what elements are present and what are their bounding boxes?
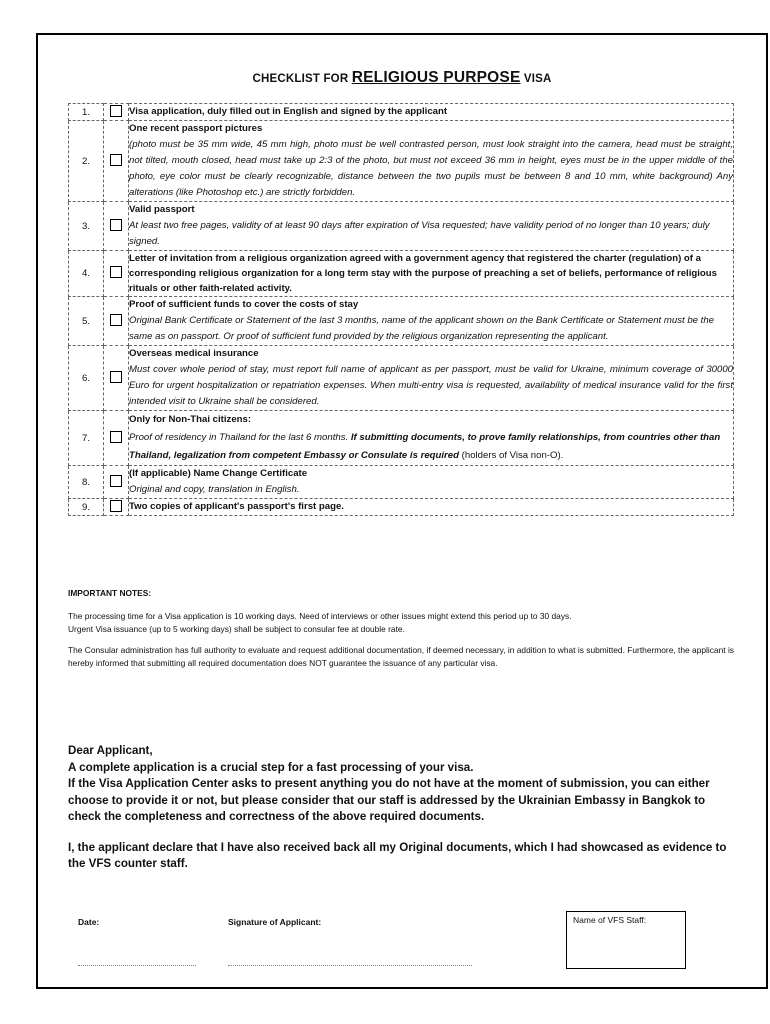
- item-title: Visa application, duly filled out in English and signed by the applicant: [129, 106, 448, 117]
- item-detail: Original and copy, translation in English.: [129, 484, 300, 495]
- vfs-staff-box[interactable]: [566, 911, 686, 969]
- page-title: [38, 69, 766, 87]
- applicant-letter: [68, 743, 736, 873]
- item-title: Valid passport: [129, 204, 195, 215]
- checkbox[interactable]: [110, 154, 122, 166]
- item-title: (If applicable) Name Change Certificate: [129, 468, 308, 479]
- item-number: 3.: [69, 202, 104, 251]
- checklist-row-7: [69, 411, 734, 466]
- checkbox[interactable]: [110, 314, 122, 326]
- letter-greeting: Dear Applicant,: [68, 744, 153, 757]
- checklist-row-3: [69, 202, 734, 251]
- notes-processing-time: The processing time for a Visa application is 10 working days. Need of interviews or other issues might extend this period up to 30 days.: [68, 611, 572, 621]
- checklist-row-5: [69, 297, 734, 346]
- item-number: 8.: [69, 466, 104, 499]
- item-number: 5.: [69, 297, 104, 346]
- checkbox[interactable]: [110, 266, 122, 278]
- checklist-page: [36, 33, 768, 989]
- checkbox[interactable]: [110, 431, 122, 443]
- letter-line-2: If the Visa Application Center asks to present anything you do not have at the moment of submission, you can either choose to provide it or not, but please consider that our staff is addressed by the Ukrainian Embassy in Bangkok to check the completeness and correctness of the above required documents.: [68, 777, 710, 823]
- item-detail: Original Bank Certificate or Statement of the last 3 months, name of the applicant shown on the Bank Certificate or Statement must be the same as on passport. Or proof of sufficient fund provided by the religious organization representing the applicant.: [129, 315, 714, 342]
- item-number: 7.: [69, 411, 104, 466]
- item-number: 4.: [69, 251, 104, 297]
- letter-declaration: I, the applicant declare that I have also received back all my Original documents, which I had showcased as evidence to the VFS counter staff.: [68, 840, 727, 870]
- item-number: 6.: [69, 346, 104, 411]
- item-title: Overseas medical insurance: [129, 348, 259, 359]
- vfs-staff-label: Name of VFS Staff:: [573, 915, 647, 925]
- title-prefix: CHECKLIST FOR: [252, 73, 352, 85]
- notes-urgent-issuance: Urgent Visa issuance (up to 5 working days) shall be subject to consular fee at double rate.: [68, 624, 405, 634]
- item-title: Proof of sufficient funds to cover the costs of stay: [129, 299, 359, 310]
- checkbox[interactable]: [110, 371, 122, 383]
- item-detail: Proof of residency in Thailand for the last 6 months.: [129, 432, 351, 443]
- notes-consular-authority: The Consular administration has full authority to evaluate and request additional documentation, if deemed necessary, in addition to what is submitted. Furthermore, the applicant is hereby informed that submitting all required documentation does NOT guarantee the issuance of any particular visa.: [68, 645, 734, 668]
- item-detail: (photo must be 35 mm wide, 45 mm high, photo must be well contrasted person, must look straight into the camera, head must be straight, not tilted, mouth closed, head must take up 2:3 of the photo, but must not exceed 36 mm in height, eyes must be in the upper middle of the photo, eye color must be clearly recognizable, distance between the two pupils must be between 8 and 10 mm, white background) Any alterations (like Photoshop etc.) are strictly forbidden.: [129, 139, 733, 198]
- checklist-row-4: [69, 251, 734, 297]
- date-line[interactable]: [78, 965, 196, 966]
- checkbox[interactable]: [110, 500, 122, 512]
- item-detail-emphasis: If submitting documents, to prove family relationships, from countries other than Thailand, legalization from competent Embassy or Consulate is required: [129, 432, 721, 461]
- item-number: 2.: [69, 121, 104, 202]
- item-detail: At least two free pages, validity of at least 90 days after expiration of Visa requested; have validity period of no longer than 10 years; duly signed.: [129, 220, 710, 247]
- item-title: One recent passport pictures: [129, 123, 263, 134]
- letter-line-1: A complete application is a crucial step for a fast processing of your visa.: [68, 760, 474, 774]
- checklist-row-1: [69, 104, 734, 121]
- applicant-signature-label: Signature of Applicant:: [228, 917, 322, 927]
- item-number: 9.: [69, 499, 104, 516]
- item-detail: Must cover whole period of stay, must report full name of applicant as per passport, must be valid for Ukraine, minimum coverage of 30000 Euro for urgent hospitalization or repatriation expenses. When multi-entry visa is requested, availability of medical insurance valid for the first intended visit to Ukraine shall be considered.: [129, 364, 733, 407]
- applicant-signature-line[interactable]: [228, 965, 472, 966]
- checklist-row-2: [69, 121, 734, 202]
- item-number: 1.: [69, 104, 104, 121]
- checklist-row-9: [69, 499, 734, 516]
- notes-heading: IMPORTANT NOTES:: [68, 588, 152, 598]
- item-detail-suffix: (holders of Visa non-O).: [459, 450, 564, 461]
- title-main: RELIGIOUS PURPOSE: [351, 69, 521, 86]
- item-title: Letter of invitation from a religious organization agreed with a government agency that registered the charter (regulation) of a corresponding religious organization for a long term stay with the purpose of preaching a set of beliefs, performance of religious rituals or other faith-related activity.: [129, 253, 717, 294]
- checkbox[interactable]: [110, 105, 122, 117]
- item-title: Only for Non-Thai citizens:: [129, 414, 252, 425]
- item-title: Two copies of applicant's passport's first page.: [129, 501, 344, 512]
- checklist-row-8: [69, 466, 734, 499]
- checklist-row-6: [69, 346, 734, 411]
- important-notes: [68, 587, 734, 678]
- checkbox[interactable]: [110, 219, 122, 231]
- checkbox[interactable]: [110, 475, 122, 487]
- title-suffix: VISA: [520, 73, 552, 85]
- checklist-table: [68, 103, 734, 516]
- date-label: Date:: [78, 917, 100, 927]
